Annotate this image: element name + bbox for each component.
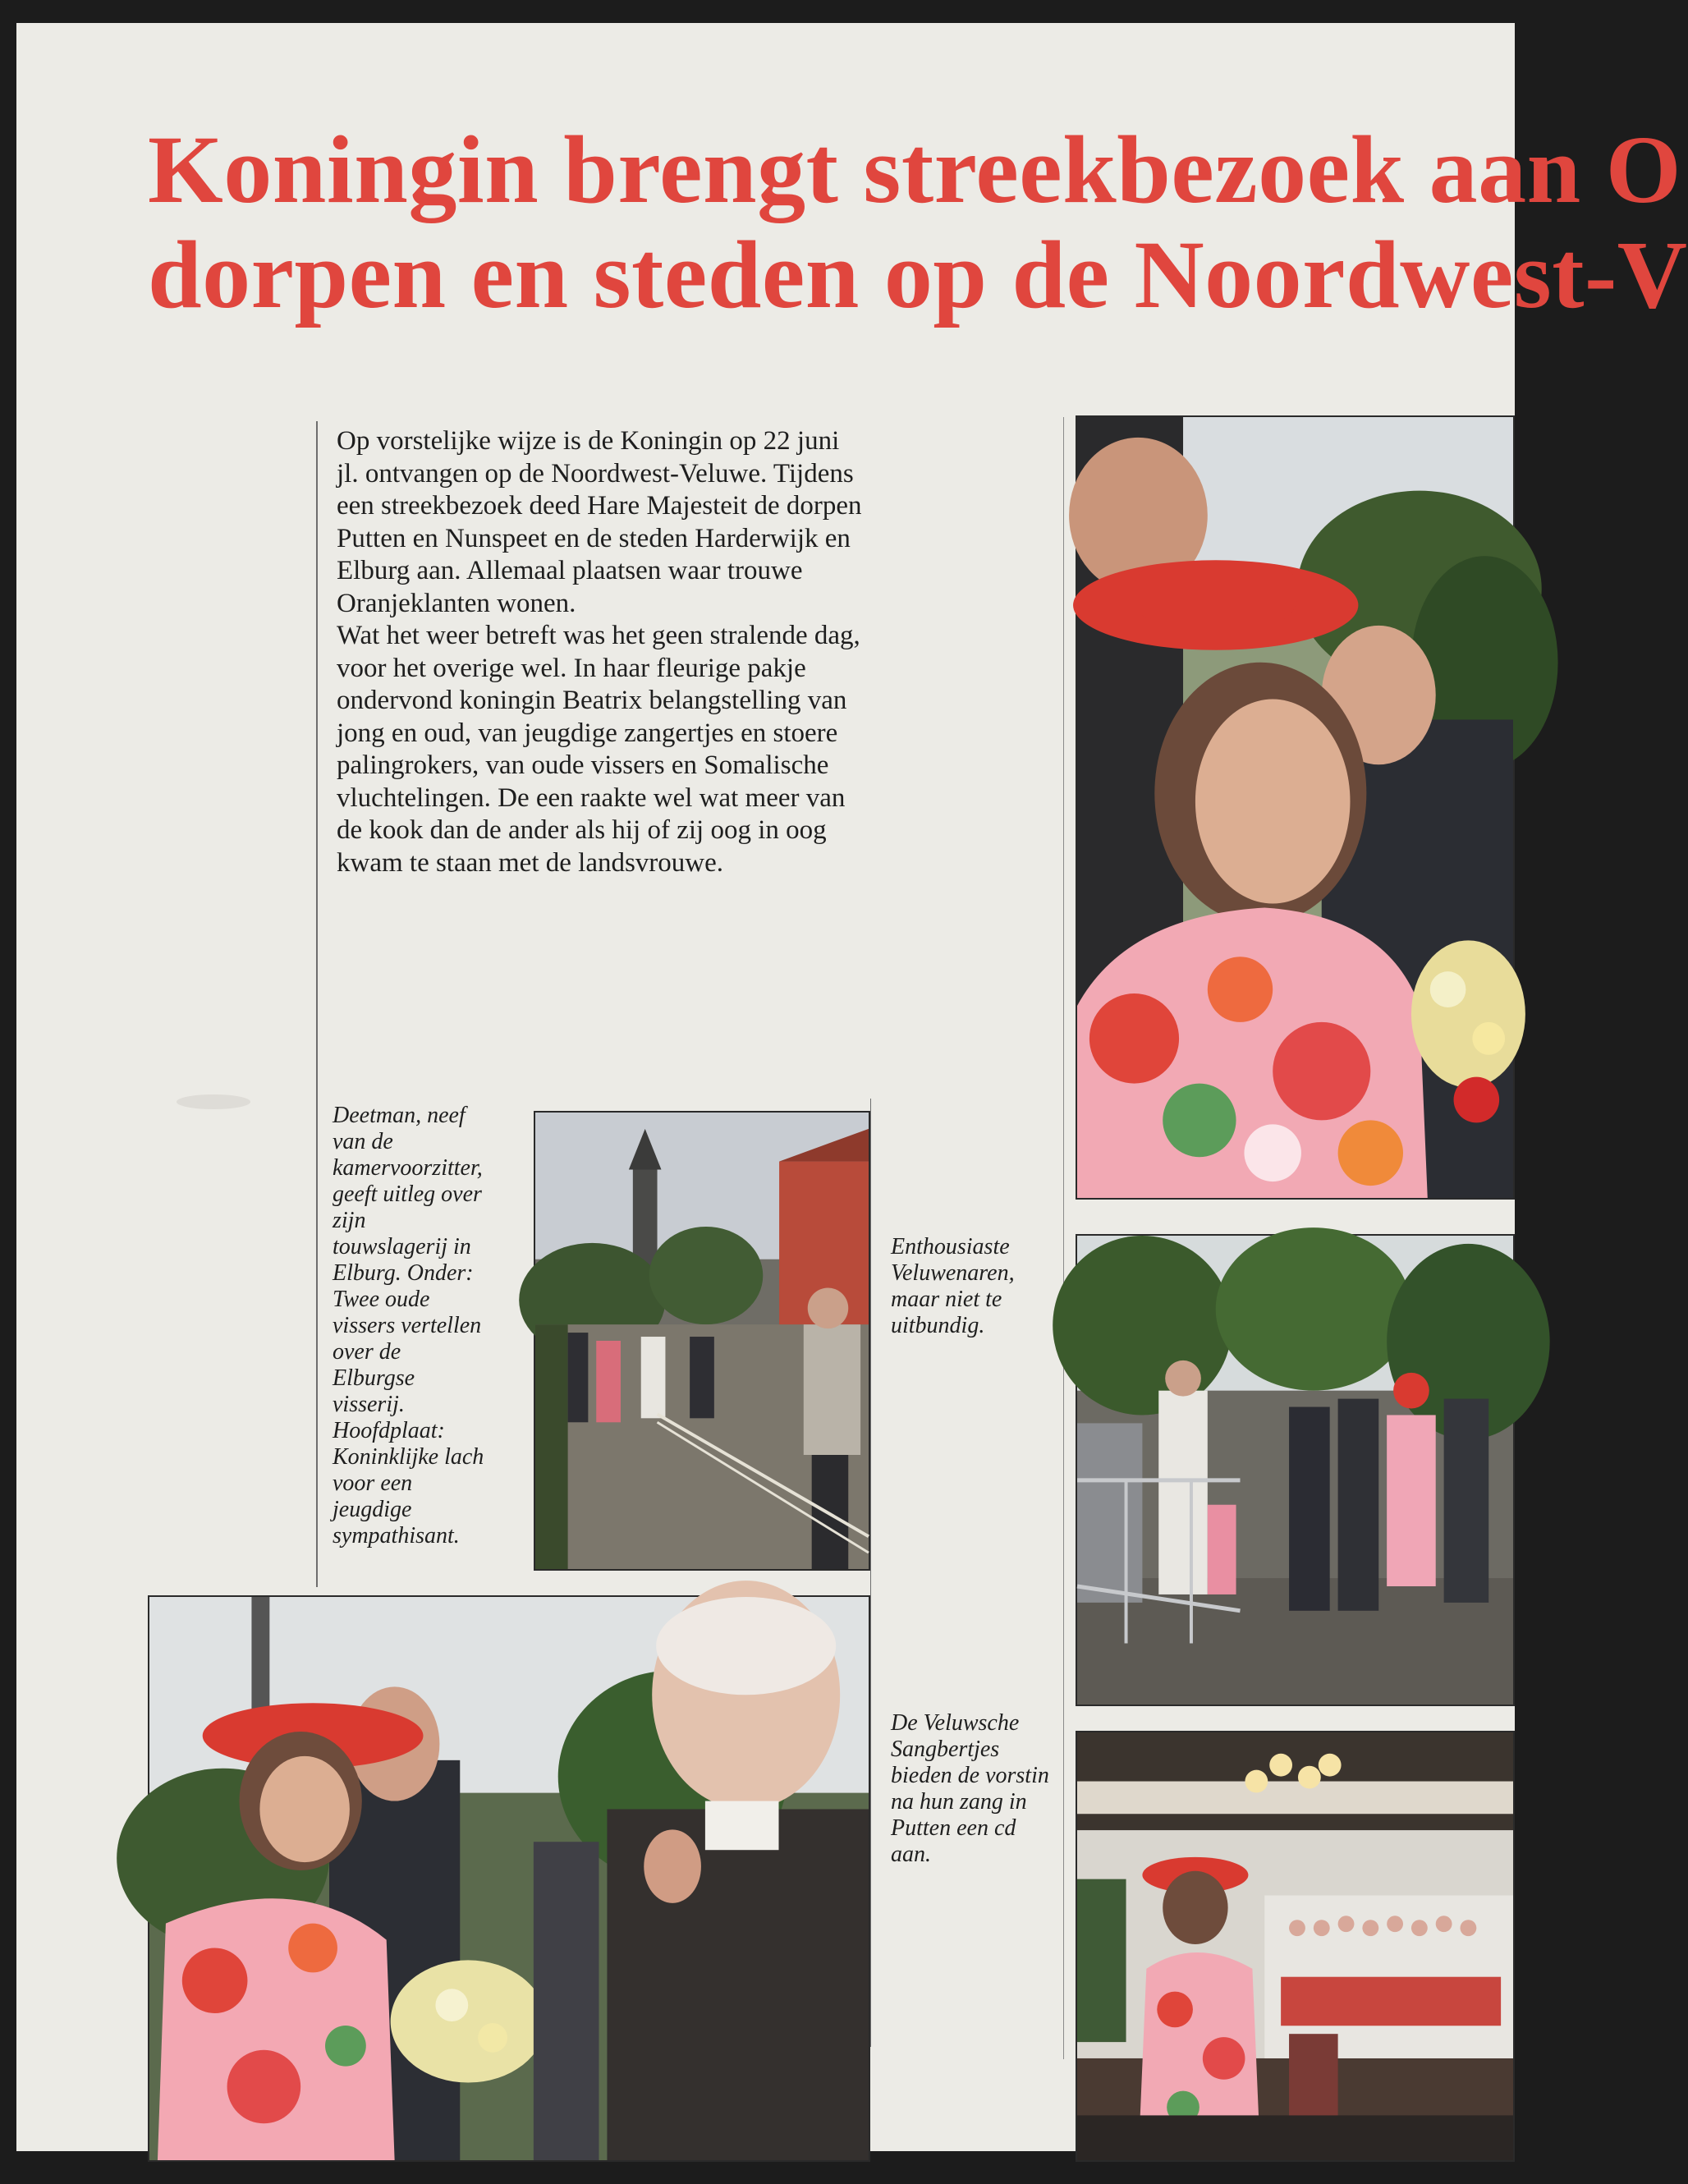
headline <box>148 116 1688 328</box>
old-fishermen-photo <box>148 1595 870 2162</box>
intro-text <box>337 425 862 879</box>
ropewalk-photo <box>534 1111 870 1571</box>
intro-paragraph-1: Op vorstelijke wijze is de Koningin op 22 juni jl. ontvangen op de Noordwest-Veluwe. Tijdens een streekbezoek deed Hare Majesteit de dorpen Putten en Nunspeet en de steden Harderwijk en Elburg aan. Allemaal plaatsen waar trouwe Oranjeklanten wonen. <box>337 426 862 618</box>
column-rule-right <box>1063 417 1064 2059</box>
queen-portrait-photo <box>1076 415 1515 1200</box>
headline-line-1: Koningin brengt streekbezoek aan O <box>148 116 1682 223</box>
headline-line-2: dorpen en steden op de Noordwest-V <box>148 221 1688 328</box>
column-rule-left <box>316 421 318 1587</box>
caption-deetman: Deetman, neef van de kamervoorzitter, geeft uitleg over zijn touwslagerij in Elburg. Onder: Twee oude vissers vertellen over de Elburgse visserij. Hoofdplaat: Koninklijke lach voor een jeugdige sympathisant. <box>333 1103 484 1549</box>
intro-paragraph-2: Wat het weer betreft was het geen stralende dag, voor het overige wel. In haar fleurige pakje ondervond koningin Beatrix belangstelling van jong en oud, van jeugdige zangertjes en stoere palingrokers, van oude vissers en Somalische vluchtelingen. De een raakte wel wat meer van de kook dan de ander als hij of zij oog in oog kwam te staan met de landsvrouwe. <box>337 621 860 878</box>
choir-photo <box>1076 1731 1515 2162</box>
crowd-walk-photo <box>1076 1234 1515 1706</box>
caption-enthousiaste: Enthousiaste Veluwenaren, maar niet te uitbundig. <box>891 1234 1015 1338</box>
caption-sangbertjes: De Veluwsche Sangbertjes bieden de vorstin na hun zang in Putten een cd aan. <box>891 1710 1049 1867</box>
print-smudge <box>177 1094 250 1109</box>
column-rule-middle <box>870 1099 871 2047</box>
magazine-page <box>16 23 1688 2151</box>
